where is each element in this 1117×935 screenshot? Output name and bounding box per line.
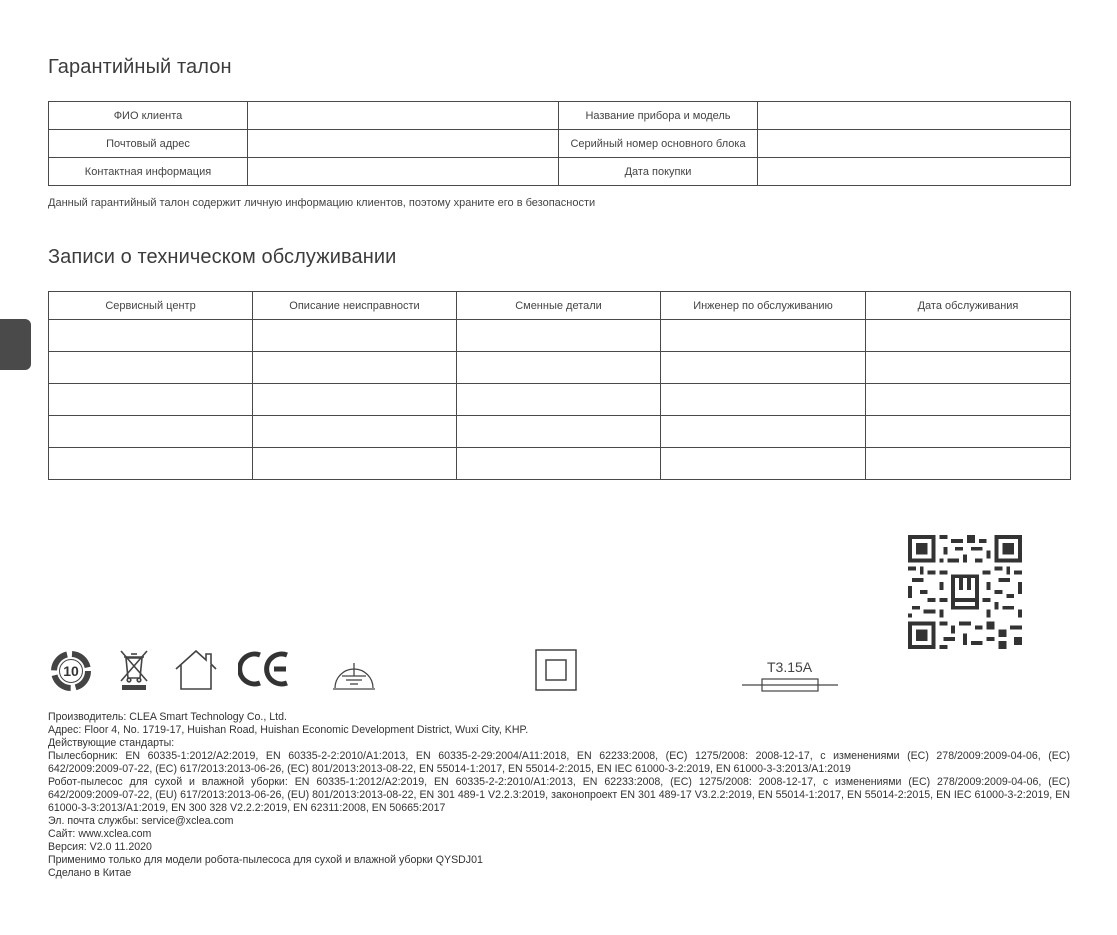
efup-10-icon: [48, 650, 94, 692]
column-header: Дата обслуживания: [866, 292, 1071, 320]
warranty-label: Серийный номер основного блока: [559, 130, 758, 158]
warranty-label: Почтовый адрес: [49, 130, 248, 158]
service-cell[interactable]: [49, 320, 253, 352]
warranty-value-field[interactable]: [758, 158, 1071, 186]
service-cell[interactable]: [866, 352, 1071, 384]
service-cell[interactable]: [49, 352, 253, 384]
warranty-value-field[interactable]: [758, 130, 1071, 158]
column-header: Сервисный центр: [49, 292, 253, 320]
ce-mark-icon: [238, 648, 294, 690]
address-line: Адрес: Floor 4, No. 1719-17, Huishan Road, Huishan Economic Development District, Wuxi City, KHP.: [48, 724, 529, 736]
service-cell[interactable]: [866, 384, 1071, 416]
warranty-label: Дата покупки: [559, 158, 758, 186]
warranty-value-field[interactable]: [758, 102, 1071, 130]
warranty-label: ФИО клиента: [49, 102, 248, 130]
service-cell[interactable]: [661, 352, 866, 384]
class-ii-icon: [535, 649, 577, 691]
service-title: Записи о техническом обслуживании: [48, 246, 397, 268]
website-line: Сайт: www.xclea.com: [48, 828, 152, 840]
table-row: [49, 448, 1071, 480]
table-row: [49, 102, 1071, 130]
service-cell[interactable]: [866, 448, 1071, 480]
service-cell[interactable]: [49, 448, 253, 480]
qr-code: [908, 535, 1022, 649]
service-cell[interactable]: [457, 416, 661, 448]
warranty-note: Данный гарантийный талон содержит личную информацию клиентов, поэтому храните его в безопасности: [48, 197, 596, 209]
service-cell[interactable]: [866, 320, 1071, 352]
version-line: Версия: V2.0 11.2020: [48, 841, 152, 853]
email-line: Эл. почта службы: service@xclea.com: [48, 815, 234, 827]
made-in-line: Сделано в Китае: [48, 867, 132, 879]
table-row: [49, 416, 1071, 448]
service-cell[interactable]: [253, 320, 457, 352]
fuse-icon: [742, 676, 838, 694]
column-header: Сменные детали: [457, 292, 661, 320]
service-cell[interactable]: [49, 416, 253, 448]
table-row: [49, 130, 1071, 158]
warranty-table: [48, 101, 1071, 186]
service-cell[interactable]: [661, 320, 866, 352]
vacuum-standards: Пылесборник: EN 60335-1:2012/A2:2019, EN 60335-2-2:2010/A1:2013, EN 60335-2-29:2004/A11:2018, EN 62233:2008, (EC) 1275/2008: 2008-12-17, с изменениями (EC) 278/2009:2009-04-06, (EC) 642/2009:2009-07-22, (EC) 617/2013:2013-06-26, (EC) 801/2013:2013-08-22, EN 55014-1:2017, EN 55014-2:2015, EN IEC 61000-3-2:2019, EN 61000-3-3:2013/A1:2019: [48, 750, 1070, 775]
table-header-row: [49, 292, 1071, 320]
standards-heading: Действующие стандарты:: [48, 737, 175, 749]
service-table: [48, 291, 1071, 480]
warranty-value-field[interactable]: [248, 102, 559, 130]
table-row: [49, 352, 1071, 384]
service-cell[interactable]: [457, 384, 661, 416]
table-row: [49, 158, 1071, 186]
service-cell[interactable]: [253, 448, 457, 480]
service-cell[interactable]: [253, 416, 457, 448]
service-cell[interactable]: [866, 416, 1071, 448]
table-row: [49, 320, 1071, 352]
service-cell[interactable]: [457, 352, 661, 384]
warranty-value-field[interactable]: [248, 158, 559, 186]
service-cell[interactable]: [661, 448, 866, 480]
warranty-label: Контактная информация: [49, 158, 248, 186]
robot-standards: Робот-пылесос для сухой и влажной уборки: EN 60335-1:2012/A2:2019, EN 60335-2-2:2010/A1:2013, EN 62233:2008, (EC) 1275/2008: 2008-12-17, с изменениями (EC) 278/2009:2009-04-06, (EC) 642/2009:2009-07-22, (EU) 617/2013:2013-06-26, (EU) 801/2013:2013-08-22, EN 301 489-1 V2.2.3:2019, законопроект EN 301 489-17 V3.2.2:2019, EN 55014-1:2017, EN 55014-2:2015, EN IEC 61000-3-2:2019, EN 61000-3-3:2013/A1:2019, EN 300 328 V2.2.2:2019, EN 62311:2008, EN 50665:2017: [48, 776, 1070, 814]
earth-symbol-icon: [332, 662, 376, 694]
applicability-line: Применимо только для модели робота-пылесоса для сухой и влажной уборки QYSDJ01: [48, 854, 483, 866]
footer-info: [48, 711, 1070, 880]
efup-10-label: 10: [63, 663, 79, 679]
service-cell[interactable]: [661, 384, 866, 416]
column-header: Описание неисправности: [253, 292, 457, 320]
table-row: [49, 384, 1071, 416]
service-cell[interactable]: [457, 448, 661, 480]
warranty-value-field[interactable]: [248, 130, 559, 158]
fuse-rating-label: T3.15A: [767, 659, 813, 675]
indoor-use-icon: [172, 648, 220, 692]
service-cell[interactable]: [661, 416, 866, 448]
service-cell[interactable]: [253, 352, 457, 384]
service-cell[interactable]: [253, 384, 457, 416]
column-header: Инженер по обслуживанию: [661, 292, 866, 320]
page-edge-tab: [0, 319, 31, 370]
service-cell[interactable]: [49, 384, 253, 416]
service-cell[interactable]: [457, 320, 661, 352]
weee-bin-icon: [118, 648, 150, 692]
manufacturer-line: Производитель: CLEA Smart Technology Co., Ltd.: [48, 711, 287, 723]
warranty-label: Название прибора и модель: [559, 102, 758, 130]
warranty-title: Гарантийный талон: [48, 56, 232, 78]
